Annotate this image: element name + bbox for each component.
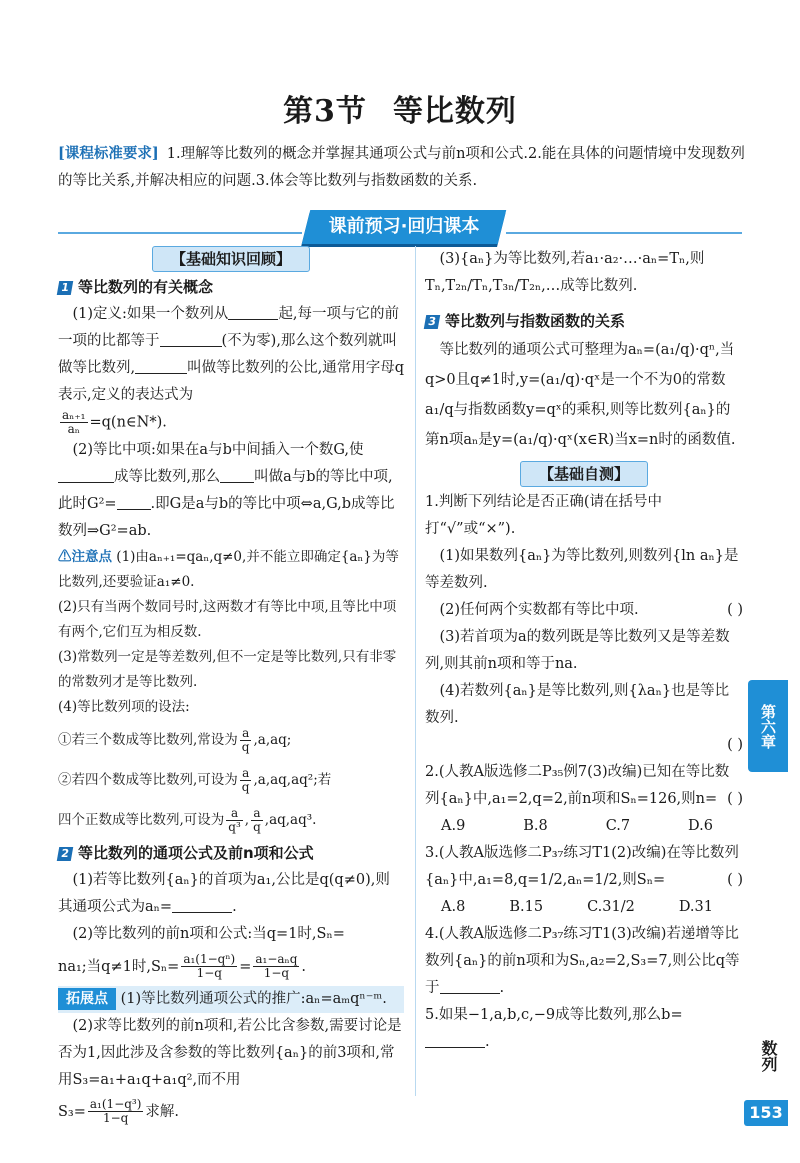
extension-3: S₃= $\frac{\text{a₁(1−q³)}}{1-q}$ 求解. — [58, 1097, 180, 1125]
section-1-heading — [58, 274, 404, 301]
exponential-relation: 等比数列的通项公式可整理为aₙ=(a₁/q)·qⁿ,当q>0且q≠1时,y=(a₁/q)·qˣ是一个不为0的常数a₁/q与指数函数y=qˣ的乘积,则等比数列{aₙ}的第n项aₙ是y=(a₁/q)·qˣ(x∈R)当x=n时的函数值. — [425, 342, 736, 448]
answer-paren: ( ) — [727, 737, 743, 753]
blank — [117, 493, 151, 510]
gt-text: (1)若等比数列{aₙ}的首项为a₁,公比是q(q≠0),则其通项公式为aₙ= — [58, 871, 390, 915]
question-2: 2.(人教A版选修二P₃₅例7(3)改编)已知在等比数列{aₙ}中,a₁=2,q=2,前n项和Sₙ=126,则n= ( ) — [425, 759, 743, 813]
formula-fraction — [60, 409, 88, 436]
course-standard — [58, 140, 748, 195]
general-term-paragraph: (1)若等比数列{aₙ}的首项为a₁,公比是q(q≠0),则其通项公式为aₙ= . — [58, 871, 390, 915]
blank — [220, 466, 254, 483]
section-banner — [306, 210, 502, 244]
blank — [58, 466, 114, 483]
banner-rule-right — [506, 232, 742, 234]
sum-a: (2)等比数列的前n项和公式:当q=1时,Sₙ= — [72, 925, 345, 942]
section-3-heading — [425, 308, 743, 335]
frac-num: aₙ₊₁ — [62, 408, 86, 422]
note-3: (3)常数列一定是等差数列,但不一定是等比数列,只有非零的常数列才是等比数列. — [58, 648, 397, 690]
product-property: (3){aₙ}为等比数列,若a₁·a₂·…·aₙ=Tₙ,则Tₙ,T₂ₙ/Tₙ,T₃ₙ/T₂ₙ,…成等比数列. — [425, 251, 705, 294]
note-1: (1)由aₙ₊₁=qaₙ,q≠0,并不能立即确定{aₙ}为等比数列,还要验证a₁≠0. — [58, 548, 399, 590]
option-d: D.31 — [678, 899, 713, 915]
answer-paren: ( ) — [727, 791, 743, 807]
note-4: (4)等比数列项的设法: — [58, 698, 190, 715]
frac-den: aₙ — [67, 422, 80, 436]
title-topic: 等比数列 — [392, 94, 517, 129]
column-divider — [415, 246, 416, 1096]
def-b: 起,每一项与它的前一项的比都等于 — [58, 306, 400, 349]
frac-a-over-q: $\frac{a}{q}$ — [241, 725, 250, 754]
note-5a: ①若三个数成等比数列,常设为 — [58, 731, 238, 748]
def-d: 叫做等比数列的公比,通常用字母q表示,定义的表达式为 — [58, 360, 404, 403]
banner-rule-left — [58, 232, 302, 234]
note-2: (2)只有当两个数同号时,这两数才有等比中项,且等比中项有两个,它们互为相反数. — [58, 598, 397, 640]
definition-formula — [58, 409, 404, 437]
option-c: C.31/2 — [587, 899, 635, 915]
answer-paren: ( ) — [727, 602, 743, 618]
blank — [172, 896, 232, 913]
note-5b: ,a,aq; — [253, 731, 292, 748]
standard-tag: [课程标准要求] — [58, 145, 159, 162]
section-3-number: 3 — [424, 315, 440, 329]
option-d: D.6 — [688, 818, 713, 834]
note-6 — [58, 760, 404, 800]
note-7b: ,aq,aq³. — [264, 811, 317, 828]
chapter-tab: 第六章 — [748, 680, 788, 772]
page-number: 153 — [744, 1100, 788, 1126]
note-6a: ②若四个数成等比数列,可设为 — [58, 771, 238, 788]
question-3: 3.(人教A版选修二P₃₇练习T1(2)改编)在等比数列{aₙ}中,a₁=8,q=1/2,aₙ=1/2,则Sₙ= ( ) — [425, 840, 743, 894]
def-c: (不为零),那么这个数列就叫做等比数列, — [58, 333, 397, 376]
section-1-title: 等比数列的有关概念 — [78, 278, 214, 296]
section-1-number: 1 — [57, 281, 73, 295]
note-5 — [58, 720, 404, 760]
subject-label: 数列 — [759, 1040, 778, 1072]
formula-tail: =q(n∈N*). — [89, 414, 167, 431]
gm-c: 叫做a与b的等比中项,此时G²= — [58, 468, 393, 512]
gm-d: .即G是a与b的等比中项⇔a,G,b成等比数列⇒G²=ab. — [58, 495, 395, 539]
note-7a: 四个正数成等比数列,可设为 — [58, 811, 225, 828]
question-1d-paren — [425, 732, 743, 759]
title-section: 第3节 — [283, 94, 367, 129]
self-test-pill: 【基础自测】 — [520, 461, 648, 487]
question-5-blank: . — [425, 1029, 743, 1056]
gm-a: (2)等比中项:如果在a与b中间插入一个数G,使 — [72, 441, 364, 458]
note-7: 四个正数成等比数列,可设为 $\frac{a}{\text{q³}}$ , $\frac{a}{q}$ ,aq,aq³. — [58, 805, 317, 834]
question-1: 1.判断下列结论是否正确(请在括号中打“√”或“×”). — [425, 494, 662, 537]
option-c: C.7 — [605, 818, 631, 834]
page-title — [0, 86, 800, 130]
sum-formula: na₁;当q≠1时,Sₙ= $\frac{\text{a₁(1−qⁿ)}}{1-q}$ = $\frac{\text{a₁−aₙq}}{1-q}$ . — [58, 952, 307, 980]
sum-frac-1: $\frac{\text{a₁(1−qⁿ)}}{1-q}$ — [183, 952, 236, 980]
question-4: 4.(人教A版选修二P₃₇练习T1(3)改编)若递增等比数列{aₙ}的前n项和为Sₙ,a₂=2,S₃=7,则公比q等于 . — [425, 926, 740, 996]
blank — [160, 330, 222, 347]
option-b: B.8 — [523, 818, 548, 834]
question-1a: (1)如果数列{aₙ}为等比数列,则数列{ln aₙ}是等差数列. — [425, 548, 739, 591]
note-label: ⚠注意点 — [58, 548, 112, 565]
question-3-options — [425, 894, 743, 921]
blank — [228, 303, 278, 320]
basic-knowledge-pill: 【基础知识回顾】 — [152, 246, 310, 272]
note-block — [58, 545, 404, 595]
left-column — [58, 246, 404, 1130]
question-1d: (4)若数列{aₙ}是等比数列,则{λaₙ}也是等比数列. — [425, 683, 730, 726]
ext-frac: $\frac{\text{a₁(1−q³)}}{1-q}$ — [89, 1097, 142, 1125]
question-5: 5.如果−1,a,b,c,−9成等比数列,那么b= — [425, 1007, 683, 1023]
banner-text: 课前预习·回归课本 — [328, 216, 480, 237]
blank — [135, 357, 187, 374]
extension-1: (1)等比数列通项公式的推广:aₙ=aₘqⁿ⁻ᵐ. — [120, 990, 387, 1007]
question-2-options — [425, 813, 743, 840]
blank — [440, 977, 500, 994]
section-2-title: 等比数列的通项公式及前n项和公式 — [78, 843, 314, 862]
geometric-mean-paragraph — [58, 437, 404, 545]
frac-a-over-q: $\frac{a}{q}$ — [253, 805, 261, 834]
question-1c: (3)若首项为a的数列既是等比数列又是等差数列,则其前n项和等于na. — [425, 629, 730, 672]
section-2-heading — [58, 840, 404, 867]
frac-a-over-q: $\frac{a}{q}$ — [241, 765, 250, 794]
frac-a-over-q3: $\frac{a}{\text{q³}}$ — [228, 805, 241, 834]
question-1b: (2)任何两个实数都有等比中项. ( ) — [425, 597, 743, 624]
option-a: A.8 — [441, 899, 466, 915]
blank — [425, 1031, 485, 1048]
sum-paragraph — [58, 921, 404, 948]
standard-text: 1.理解等比数列的概念并掌握其通项公式与前n项和公式.2.能在具体的问题情境中发现数列的等比关系,并解决相应的问题.3.体会等比数列与指数函数的关系. — [58, 146, 745, 189]
extension-2: (2)求等比数列的前n项和,若公比含参数,需要讨论是否为1,因此涉及含参数的等比数列{aₙ}的前3项和,常用S₃=a₁+a₁q+a₁q²,而不用 — [58, 1017, 402, 1088]
answer-paren: ( ) — [727, 872, 743, 888]
right-column — [425, 246, 743, 1056]
option-b: B.15 — [509, 899, 544, 915]
extension-block — [58, 986, 404, 1013]
definition-paragraph — [58, 301, 404, 409]
def-a: (1)定义:如果一个数列从 — [72, 306, 229, 322]
sum-frac-2: $\frac{\text{a₁−aₙq}}{1-q}$ — [255, 952, 298, 980]
sum-b: na₁;当q≠1时,Sₙ= — [58, 958, 180, 975]
gm-b: 成等比数列,那么 — [114, 468, 221, 485]
note-6b: ,a,aq,aq²;若 — [253, 771, 332, 788]
section-2-number: 2 — [57, 847, 73, 861]
option-a: A.9 — [441, 818, 466, 834]
section-3-title: 等比数列与指数函数的关系 — [445, 312, 626, 330]
extension-label: 拓展点 — [58, 988, 116, 1010]
